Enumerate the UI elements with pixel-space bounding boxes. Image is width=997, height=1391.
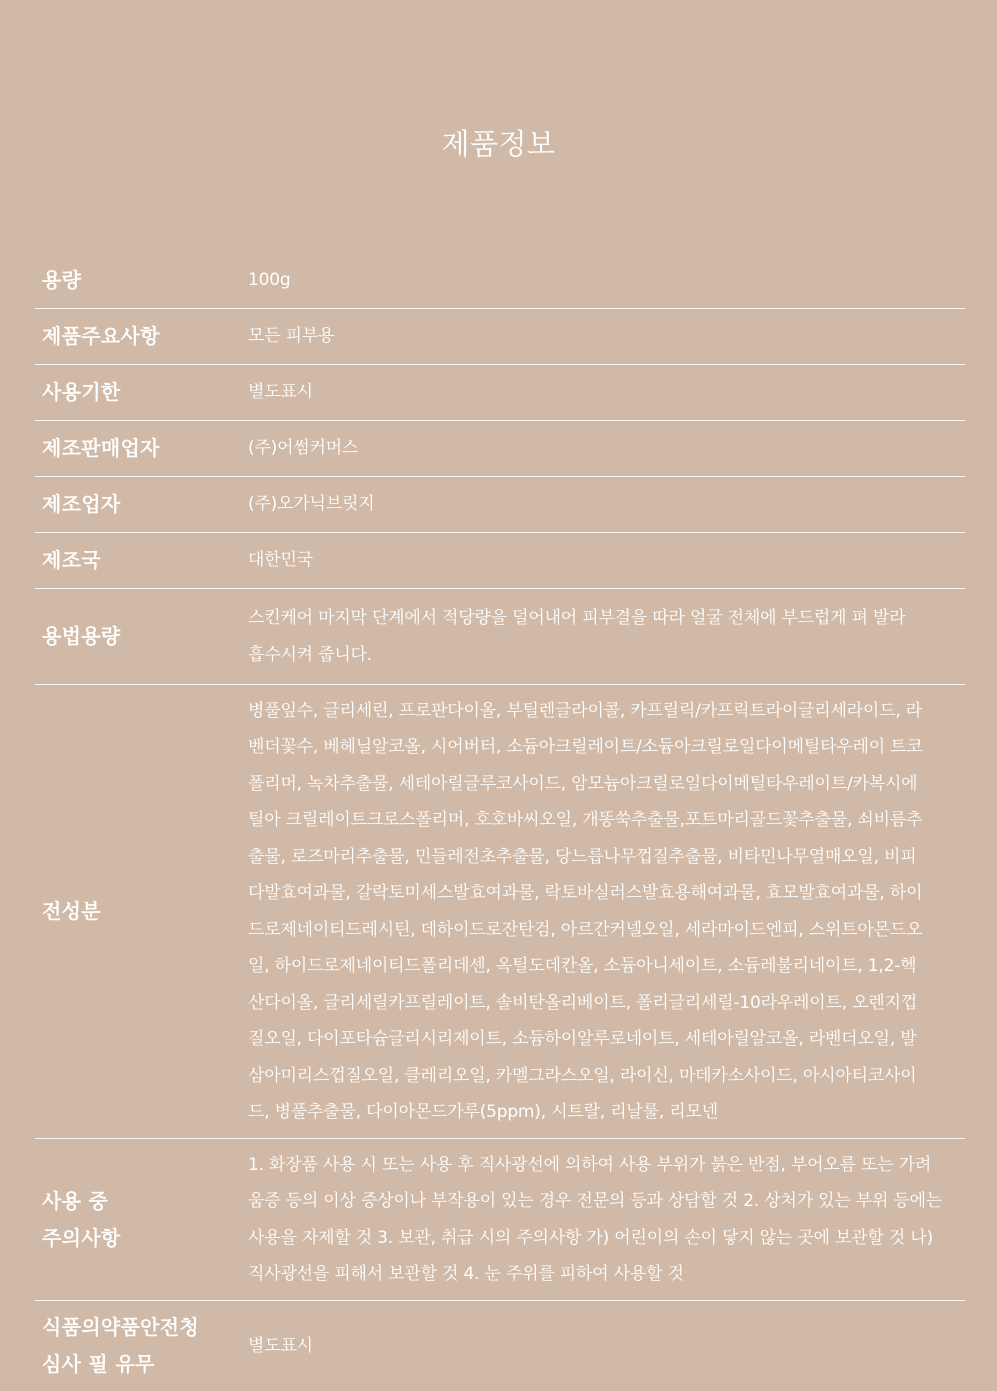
row-value: 별도표시 xyxy=(248,382,313,403)
row-label: 제조국 xyxy=(42,548,101,572)
row-manufacturer xyxy=(35,477,965,533)
row-ingredients xyxy=(35,685,965,1139)
row-label: 용량 xyxy=(42,268,82,292)
row-value: (주)어썸커머스 xyxy=(248,438,359,459)
row-mfds-review xyxy=(35,1301,965,1391)
row-label: 식품의약품안전청 심사 필 유무 xyxy=(42,1315,199,1376)
row-value: 모든 피부용 xyxy=(248,326,335,347)
row-expiration xyxy=(35,365,965,421)
row-value: (주)오가닉브릿지 xyxy=(248,494,375,515)
row-label: 사용 중 주의사항 xyxy=(42,1188,121,1250)
product-info-table xyxy=(35,253,965,1391)
row-label: 전성분 xyxy=(42,899,101,923)
row-label: 제조업자 xyxy=(42,492,121,516)
row-label: 사용기한 xyxy=(42,380,121,404)
row-value: 100g xyxy=(248,270,291,291)
row-directions xyxy=(35,589,965,685)
row-country xyxy=(35,533,965,589)
row-value: 1. 화장품 사용 시 또는 사용 후 직사광선에 의하여 사용 부위가 붉은 반점, 부어오름 또는 가려 움증 등의 이상 증상이나 부작용이 있는 경우 전문의 등과 상담할 것 2. 상처가 있는 부위 등에는 사용을 자제할 것 3. 보관, 취급 시의 주의사항 가) 어린이의 손이 닿지 않는 곳에 보관할 것 나) 직사광선을 피해서 보관할 것 4. 눈 주위를 피하여 사용할 것 xyxy=(248,1154,943,1284)
row-value: 별도표시 xyxy=(248,1335,313,1356)
row-value: 병풀잎수, 글리세린, 프로판다이올, 부틸렌글라이콜, 카프릴릭/카프릭트라이글리세라이드, 라 벤더꽃수, 베헤닐알코올, 시어버터, 소듐아크릴레이트/소듐아크릴로일다이메틸타우레이 트코 폴리머, 녹차추출물, 세테아릴글루코사이드, 암모늄아크릴로일다이메틸타우레이트/카복시에 틸아 크릴레이트크로스폴리머, 호호바씨오일, 개똥쑥추출물,포트마리골드꽃추출물, 쇠비름추 출물, 로즈마리추출물, 민들레전초추출물, 당느릅나무껍질추출물, 비타민나무열매오일, 비피 다발효여과물, 갈락토미세스발효여과물, 락토바실러스발효용해여과물, 효모발효여과물, 하이 드로제네이티드레시틴, 데하이드로잔탄검, 아르간커넬오일, 세라마이드엔피, 스위트아몬드오 일, 하이드로제네이티드폴리데센, 옥틸도데칸올, 소듐아니세이트, 소듐레불리네이트, 1,2-헥 산다이올, 글리세릴카프릴레이트, 솔비탄올리베이트, 폴리글리세릴-10라우레이트, 오렌지껍 질오일, 다이포타슘글리시리제이트, 소듐하이알루로네이트, 세테아릴알코올, 라벤더오일, 발 삼아미리스껍질오일, 클레리오일, 카멜그라스오일, 라이신, 마데카소사이드, 아시아티코사이 드, 병풀추출물, 다이아몬드가루(5ppm), 시트랄, 리날룰, 리모넨 xyxy=(248,700,923,1122)
row-label: 제조판매업자 xyxy=(42,436,160,460)
row-value: 스킨케어 마지막 단계에서 적당량을 덜어내어 피부결을 따라 얼굴 전체에 부드럽게 펴 발라 흡수시켜 줍니다. xyxy=(248,608,906,665)
page-title: 제품정보 xyxy=(441,127,556,161)
row-capacity xyxy=(35,253,965,309)
row-precautions xyxy=(35,1139,965,1301)
row-distributor xyxy=(35,421,965,477)
row-value: 대한민국 xyxy=(248,550,313,571)
row-main-features xyxy=(35,309,965,365)
row-label: 용법용량 xyxy=(42,624,121,648)
row-label: 제품주요사항 xyxy=(42,324,160,348)
